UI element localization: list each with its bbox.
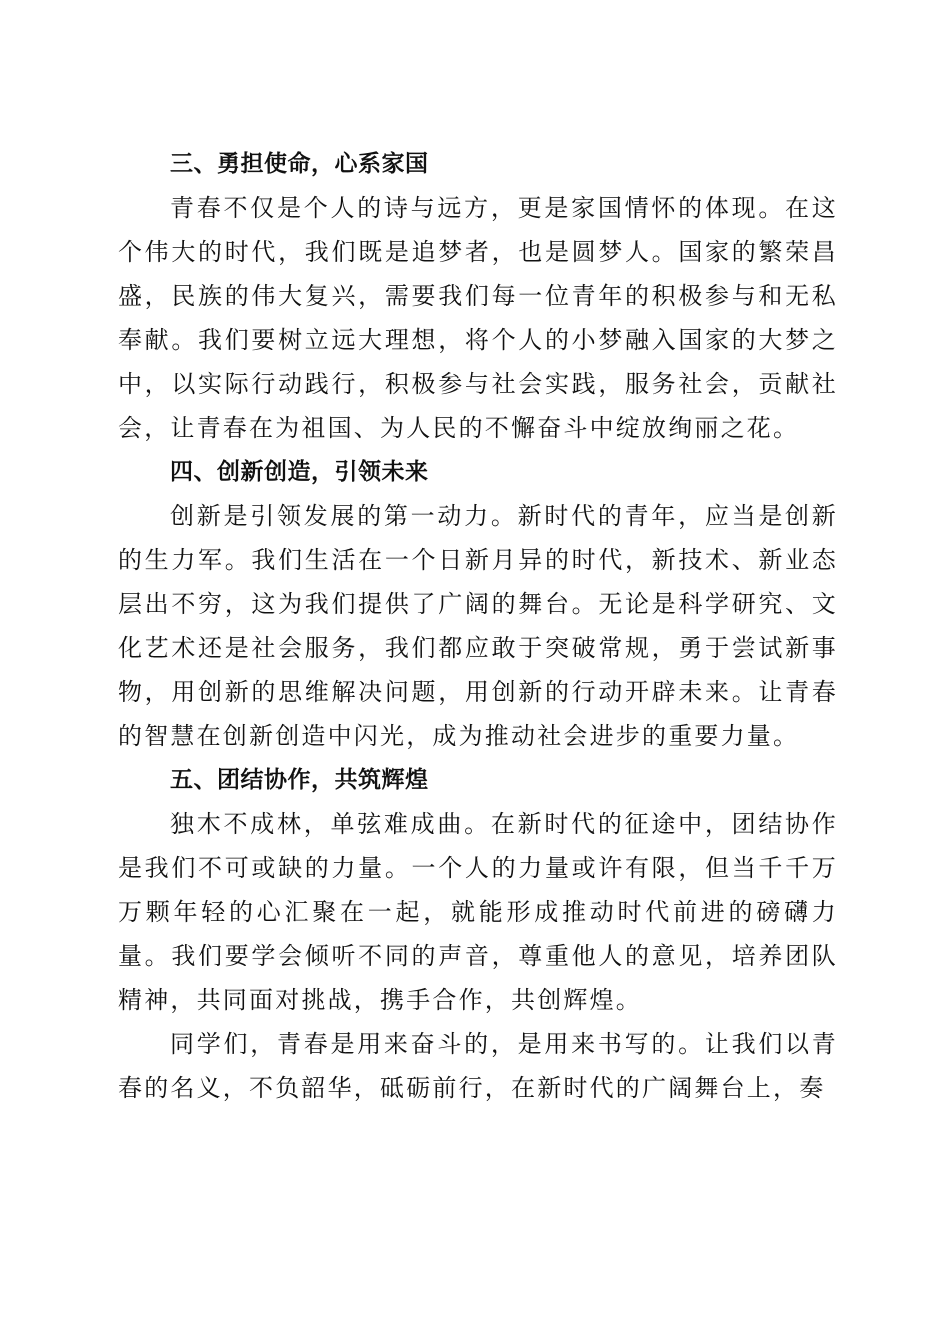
closing-paragraph: 同学们，青春是用来奋斗的，是用来书写的。让我们以青春的名义，不负韶华，砥砺前行，在新时代的广阔舞台上，奏: [118, 1030, 838, 1102]
section-paragraph-3: 青春不仅是个人的诗与远方，更是家国情怀的体现。在这个伟大的时代，我们既是追梦者，也是圆梦人。国家的繁荣昌盛，民族的伟大复兴，需要我们每一位青年的积极参与和无私奉献。我们要树立远大理想，将个人的小梦融入国家的大梦之中，以实际行动践行，积极参与社会实践，服务社会，贡献社会，让青春在为祖国、为人民的不懈奋斗中绽放绚丽之花。: [118, 194, 838, 442]
section-heading-4: 四、创新创造，引领未来: [170, 459, 429, 485]
document-page: [118, 142, 838, 1110]
section-paragraph-4: 创新是引领发展的第一动力。新时代的青年，应当是创新的生力军。我们生活在一个日新月异的时代，新技术、新业态层出不穷，这为我们提供了广阔的舞台。无论是科学研究、文化艺术还是社会服务，我们都应敢于突破常规，勇于尝试新事物，用创新的思维解决问题，用创新的行动开辟未来。让青春的智慧在创新创造中闪光，成为推动社会进步的重要力量。: [118, 502, 838, 750]
section-paragraph-5: 独木不成林，单弦难成曲。在新时代的征途中，团结协作是我们不可或缺的力量。一个人的力量或许有限，但当千千万万颗年轻的心汇聚在一起，就能形成推动时代前进的磅礴力量。我们要学会倾听不同的声音，尊重他人的意见，培养团队精神，共同面对挑战，携手合作，共创辉煌。: [118, 810, 838, 1014]
section-heading-5: 五、团结协作，共筑辉煌: [170, 767, 429, 793]
section-heading-3: 三、勇担使命，心系家国: [170, 151, 429, 177]
